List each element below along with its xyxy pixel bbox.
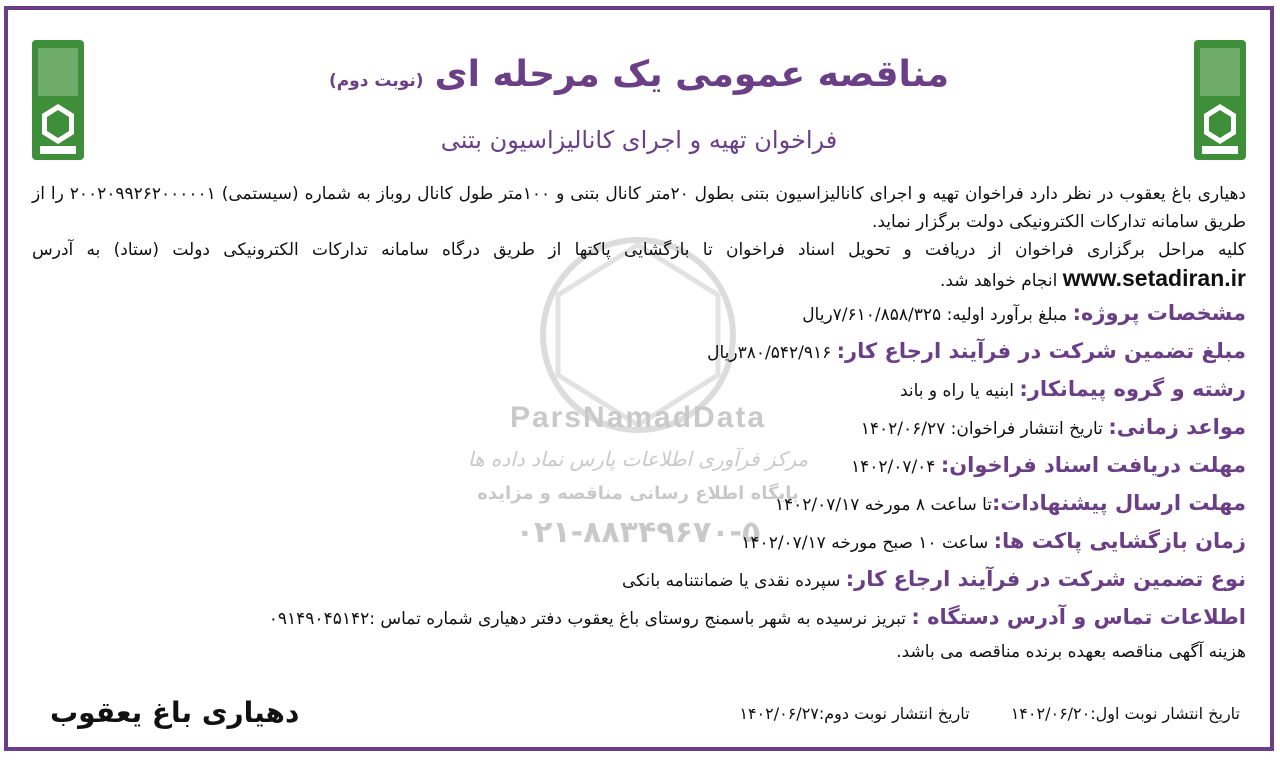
second-publication-date: تاریخ انتشار نوبت دوم:۱۴۰۲/۰۶/۲۷ [739, 704, 970, 723]
detail-row [32, 447, 1246, 485]
setad-url-link[interactable]: www.setadiran.ir [1062, 265, 1246, 291]
detail-row [32, 333, 1246, 371]
detail-row [32, 485, 1246, 523]
detail-value: ساعت ۱۰ صبح مورخه ۱۴۰۲/۰۷/۱۷ [741, 533, 989, 553]
detail-value: مبلغ برآورد اولیه: ۷/۶۱۰/۸۵۸/۳۲۵ریال [802, 305, 1068, 325]
detail-value: تا ساعت ۸ مورخه ۱۴۰۲/۰۷/۱۷ [774, 495, 993, 515]
detail-value: تبریز نرسیده به شهر باسمنج روستای باغ یعقوب دفتر دهیاری شماره تماس :۰۹۱۴۹۰۴۵۱۴۲ [268, 609, 906, 629]
detail-row [32, 523, 1246, 561]
detail-value: سپرده نقدی یا ضمانتنامه بانکی [621, 571, 841, 591]
cost-note: هزینه آگهی مناقصه بعهده برنده مناقصه می باشد. [896, 642, 1246, 662]
detail-row [32, 409, 1246, 447]
watermark-line2: پایگاه اطلاع رسانی مناقصه و مزایده [477, 483, 799, 504]
detail-label: زمان بازگشایی پاکت ها: [993, 529, 1246, 553]
detail-value: تاریخ انتشار فراخوان: ۱۴۰۲/۰۶/۲۷ [860, 419, 1103, 439]
detail-label: نوع تضمین شرکت در فرآیند ارجاع کار: [845, 567, 1246, 591]
signature: دهیاری باغ یعقوب [50, 696, 300, 729]
detail-row [32, 371, 1246, 409]
detail-value: ۳۸۰/۵۴۲/۹۱۶ریال [707, 343, 832, 363]
detail-row [32, 561, 1246, 599]
round-label: (نوبت دوم) [328, 71, 424, 91]
notice-body [32, 180, 1246, 667]
detail-label: اطلاعات تماس و آدرس دستگاه : [911, 605, 1246, 629]
intro-paragraph: دهیاری باغ یعقوب در نظر دارد فراخوان تهیه و اجرای کانالیزاسیون بتنی بطول ۲۰متر کانال بتنی و ۱۰۰متر طول کانال روباز به شماره (سیستمی) ۲۰۰۲۰۹۹۲۶۲۰۰۰۰۰۱ را از طریق سامانه تدارکات الکترونیکی دولت برگزار نماید. [32, 184, 1246, 232]
title-block [8, 54, 1270, 95]
detail-value: ۱۴۰۲/۰۷/۰۴ [850, 457, 936, 477]
detail-label: مواعد زمانی: [1108, 415, 1246, 439]
publication-dates [703, 704, 1240, 723]
watermark-line1: مرکز فرآوری اطلاعات پارس نماد داده ها [467, 447, 809, 471]
page-title: مناقصه عمومی یک مرحله ای [434, 54, 950, 95]
detail-row [32, 599, 1246, 637]
detail-label: مهلت ارسال پیشنهادات: [992, 491, 1246, 515]
detail-label: مشخصات پروژه: [1072, 301, 1246, 325]
procedure-suffix: انجام خواهد شد. [939, 271, 1058, 291]
detail-label: رشته و گروه پیمانکار: [1019, 377, 1246, 401]
notice-frame [4, 6, 1274, 751]
detail-label: مهلت دریافت اسناد فراخوان: [940, 453, 1246, 477]
page-subtitle: فراخوان تهیه و اجرای کانالیزاسیون بتنی [440, 126, 838, 154]
detail-value: ابنیه یا راه و باند [899, 381, 1014, 401]
procedure-text: کلیه مراحل برگزاری فراخوان از دریافت و تحویل اسناد فراخوان تا بازگشایی پاکتها از طریق درگاه سامانه تدارکات الکترونیکی دولت (ستاد) به آدرس [32, 240, 1246, 260]
watermark-phone: ۰۲۱-۸۸۳۴۹۶۷۰-۵ [515, 515, 761, 550]
watermark-brand: ParsNamadData [509, 401, 767, 434]
procedure-paragraph [32, 236, 1246, 295]
detail-label: مبلغ تضمین شرکت در فرآیند ارجاع کار: [836, 339, 1246, 363]
first-publication-date: تاریخ انتشار نوبت اول:۱۴۰۲/۰۶/۲۰ [1010, 704, 1240, 723]
detail-row [32, 295, 1246, 333]
